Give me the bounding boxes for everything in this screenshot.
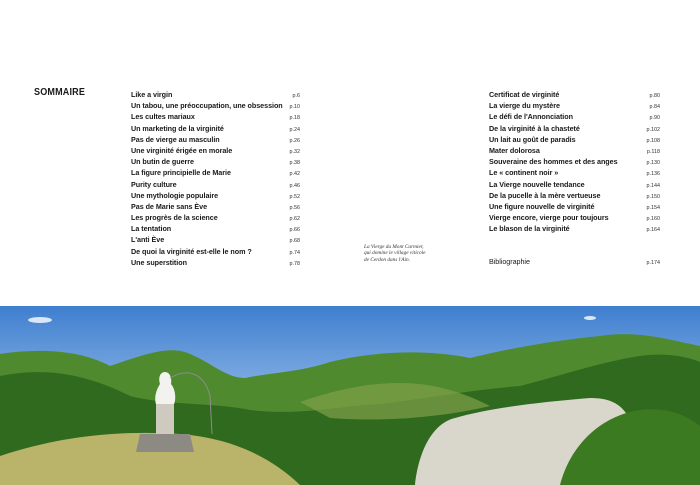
toc-entry-page: p.18 <box>289 115 300 122</box>
toc-entry-page: p.10 <box>289 104 300 111</box>
toc-entry-page: p.150 <box>646 193 660 200</box>
toc-entry[interactable] <box>131 179 300 190</box>
toc-entry[interactable] <box>131 145 300 156</box>
toc-entry-title: De quoi la virginité est-elle le nom ? <box>131 246 252 256</box>
toc-entry-page: p.26 <box>289 137 300 144</box>
toc-entry-page: p.56 <box>289 204 300 211</box>
toc-entry-page: p.160 <box>646 216 660 223</box>
monument-pedestal <box>136 434 194 452</box>
toc-entry-page: p.174 <box>646 260 660 266</box>
toc-entry-title: Mater dolorosa <box>489 145 540 155</box>
toc-entry-page: p.80 <box>649 93 660 99</box>
toc-entry-title: Purity culture <box>131 179 177 189</box>
toc-entry-page: p.136 <box>646 171 660 178</box>
toc-entry[interactable] <box>489 223 660 234</box>
toc-entry[interactable] <box>131 212 300 223</box>
toc-entry[interactable] <box>489 190 660 201</box>
toc-entry-title: Le défi de l'Annonciation <box>489 112 573 122</box>
toc-entry[interactable] <box>489 134 660 145</box>
toc-entry-title: Like a virgin <box>131 90 173 99</box>
toc-entry-title: Une superstition <box>131 257 187 267</box>
toc-entry-bibliography[interactable] <box>489 256 660 267</box>
toc-entry-page: p.62 <box>289 216 300 223</box>
toc-entry[interactable] <box>131 246 300 257</box>
cloud <box>28 317 52 323</box>
toc-entry-title: Un marketing de la virginité <box>131 123 224 133</box>
toc-entry-page: p.74 <box>289 249 300 256</box>
toc-entry-title: Un tabou, une préoccupation, une obsession <box>131 101 283 111</box>
toc-entry[interactable] <box>131 257 300 268</box>
toc-entry[interactable] <box>489 167 660 178</box>
monument-column <box>156 404 174 434</box>
panorama-photo <box>0 306 700 485</box>
photo-caption <box>364 244 464 263</box>
toc-entry-title: Le blason de la virginité <box>489 224 570 234</box>
toc-entry-page: p.108 <box>646 137 660 144</box>
toc-entry-title: Les progrès de la science <box>131 213 218 223</box>
toc-entry-title: La figure principielle de Marie <box>131 168 231 178</box>
summary-heading: SOMMAIRE <box>34 86 86 98</box>
toc-left-column <box>131 89 300 268</box>
toc-entry-title: L'anti Ève <box>131 235 165 245</box>
toc-entry[interactable] <box>489 212 660 223</box>
caption-line: de Cerdon dans l'Ain. <box>364 256 410 263</box>
toc-entry[interactable] <box>131 167 300 178</box>
cloud <box>584 316 596 320</box>
toc-entry[interactable] <box>131 223 300 234</box>
toc-entry-page: p.78 <box>289 260 300 267</box>
toc-entry-page: p.66 <box>289 227 300 234</box>
toc-entry-title: Vierge encore, vierge pour toujours <box>489 213 609 223</box>
toc-entry[interactable] <box>131 156 300 167</box>
toc-entry[interactable] <box>131 111 300 122</box>
toc-entry-title: Les cultes mariaux <box>131 112 195 122</box>
toc-entry-page: p.42 <box>289 171 300 178</box>
toc-entry[interactable] <box>489 156 660 167</box>
toc-entry-title: De la virginité à la chasteté <box>489 123 580 133</box>
toc-entry-title: Un lait au goût de paradis <box>489 134 576 144</box>
toc-entry[interactable] <box>131 201 300 212</box>
toc-entry-title: Un butin de guerre <box>131 157 194 167</box>
caption-line: La Vierge du Mont Carmier, <box>364 244 424 250</box>
toc-right-column <box>489 89 660 234</box>
toc-entry-title: Pas de Marie sans Ève <box>131 201 208 211</box>
toc-entry-title: Une figure nouvelle de virginité <box>489 201 595 211</box>
toc-entry-page: p.118 <box>646 148 660 155</box>
toc-entry[interactable] <box>489 89 660 100</box>
toc-entry-page: p.38 <box>289 160 300 167</box>
toc-entry-page: p.102 <box>646 126 660 133</box>
toc-entry-page: p.144 <box>646 182 660 189</box>
toc-entry[interactable] <box>489 201 660 212</box>
toc-entry-page: p.130 <box>646 160 660 167</box>
toc-entry-title: Le « continent noir » <box>489 168 559 178</box>
toc-entry[interactable] <box>489 100 660 111</box>
toc-entry-title: La tentation <box>131 224 172 234</box>
toc-entry-title: Pas de vierge au masculin <box>131 134 220 144</box>
toc-entry-title: Bibliographie <box>489 257 530 266</box>
toc-entry[interactable] <box>131 234 300 245</box>
toc-entry-title: De la pucelle à la mère vertueuse <box>489 190 601 200</box>
toc-entry[interactable] <box>489 123 660 134</box>
toc-entry-page: p.164 <box>646 227 660 234</box>
toc-entry-page: p.6 <box>292 93 300 99</box>
toc-entry-page: p.84 <box>649 104 660 111</box>
toc-entry[interactable] <box>131 89 300 100</box>
toc-entry-page: p.24 <box>289 126 300 133</box>
caption-line: qui domine le village viticole <box>364 250 426 257</box>
toc-entry-title: Souveraine des hommes et des anges <box>489 157 618 167</box>
toc-entry[interactable] <box>131 100 300 111</box>
toc-entry-title: Une mythologie populaire <box>131 190 219 200</box>
toc-entry-title: La Vierge nouvelle tendance <box>489 179 585 189</box>
toc-entry[interactable] <box>489 111 660 122</box>
toc-entry[interactable] <box>131 134 300 145</box>
toc-entry-page: p.32 <box>289 148 300 155</box>
toc-entry-page: p.154 <box>646 204 660 211</box>
toc-entry[interactable] <box>489 179 660 190</box>
toc-entry-title: Certificat de virginité <box>489 90 560 99</box>
toc-entry[interactable] <box>131 123 300 134</box>
toc-entry-title: La vierge du mystère <box>489 101 560 111</box>
toc-entry-page: p.46 <box>289 182 300 189</box>
toc-entry[interactable] <box>489 145 660 156</box>
toc-entry-page: p.68 <box>289 238 300 245</box>
toc-entry-title: Une virginité érigée en morale <box>131 145 233 155</box>
toc-entry[interactable] <box>131 190 300 201</box>
toc-entry-page: p.90 <box>649 115 660 122</box>
toc-entry-page: p.52 <box>289 193 300 200</box>
